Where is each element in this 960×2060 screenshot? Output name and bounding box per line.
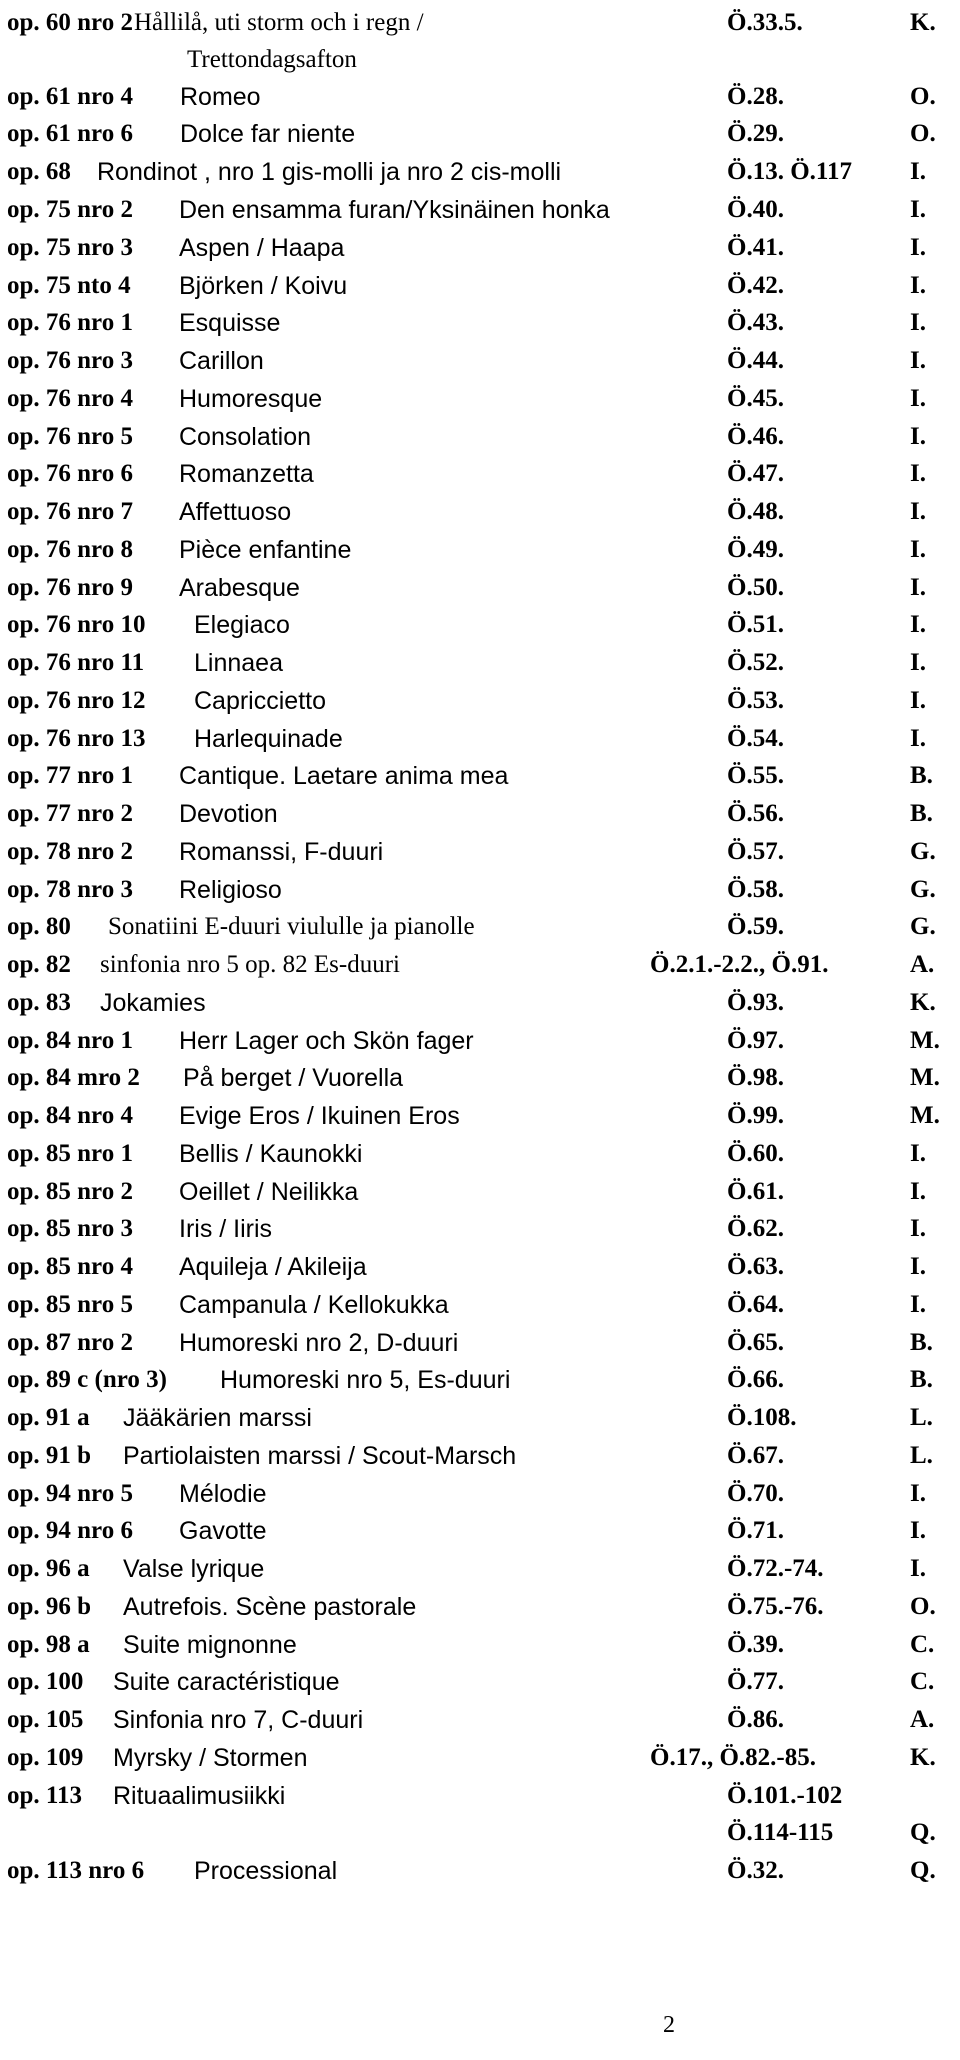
list-item [0,1174,960,1210]
category-code: I. [910,1178,926,1205]
catalogue-ref: Ö.47. [727,460,784,487]
catalogue-ref: Ö.51. [727,611,784,638]
work-title: Iris / Iiris [179,1215,273,1243]
opus-number: op. 78 nro 3 [7,876,133,903]
opus-number: op. 68 [7,158,71,185]
category-code: I. [910,234,926,261]
opus-number: op. 85 nro 3 [7,1215,133,1242]
work-title: Gavotte [179,1517,267,1545]
page-number: 2 [663,2012,675,2038]
work-title: Aspen / Haapa [179,234,345,262]
category-code: I. [910,1517,926,1544]
category-code: I. [910,423,926,450]
opus-number: op. 89 c (nro 3) [7,1366,167,1393]
category-code: I. [910,498,926,525]
opus-number: op. 60 nro 2 [7,9,133,36]
list-item [0,1853,960,1889]
catalogue-ref: Ö.58. [727,876,784,903]
category-code: G. [910,876,936,903]
list-item [0,1702,960,1738]
list-item [0,645,960,681]
opus-number: op. 85 nro 1 [7,1140,133,1167]
work-title: Processional [194,1857,338,1885]
work-title: Hållilå, uti storm och i regn / [134,9,424,36]
catalogue-ref: Ö.86. [727,1706,784,1733]
catalogue-ref: Ö.43. [727,309,784,336]
category-code: B. [910,1329,933,1356]
list-item [0,1136,960,1172]
category-code: B. [910,800,933,827]
list-item [0,456,960,492]
work-title: Elegiaco [194,611,290,639]
work-title: Mélodie [179,1480,267,1508]
opus-number: op. 91 b [7,1442,92,1469]
list-item [0,381,960,417]
list-item [0,1740,960,1776]
work-title: Carillon [179,347,264,375]
work-title: Religioso [179,876,282,904]
opus-number: op. 77 nro 1 [7,762,133,789]
opus-number: op. 82 [7,951,71,978]
list-item [0,1589,960,1625]
category-code: I. [910,687,926,714]
work-title: Rituaalimusiikki [113,1782,286,1810]
list-item [0,1476,960,1512]
list-item [0,909,960,945]
category-code: I. [910,1555,926,1582]
list-item [0,570,960,606]
opus-number: op. 85 nro 4 [7,1253,133,1280]
catalogue-ref: Ö.72.-74. [727,1555,824,1582]
catalogue-ref: Ö.32. [727,1857,784,1884]
list-item [0,116,960,152]
category-code: O. [910,1593,936,1620]
work-title: Linnaea [194,649,283,677]
opus-number: op. 113 nro 6 [7,1857,145,1884]
work-title: Dolce far niente [180,120,356,148]
work-title: Humoresque [179,385,323,413]
catalogue-ref: Ö.50. [727,574,784,601]
opus-number: op. 84 mro 2 [7,1064,140,1091]
list-item [0,758,960,794]
opus-number: op. 76 nro 1 [7,309,133,336]
catalogue-ref: Ö.66. [727,1366,784,1393]
work-title: Jääkärien marssi [123,1404,312,1432]
list-item [0,872,960,908]
list-item [0,1778,960,1814]
opus-number: op. 76 nro 9 [7,574,133,601]
catalogue-ref: Ö.52. [727,649,784,676]
work-title: Humoreski nro 5, Es-duuri [220,1366,511,1394]
list-item [0,79,960,115]
work-title: Bellis / Kaunokki [179,1140,363,1168]
list-item [0,796,960,832]
list-item [0,305,960,341]
opus-number: op. 76 nro 6 [7,460,133,487]
catalogue-ref-continuation: Ö.114-115 [727,1819,834,1846]
work-title-continuation: Trettondagsafton [187,46,357,73]
work-title: Romanzetta [179,460,314,488]
catalogue-ref: Ö.63. [727,1253,784,1280]
work-title: Consolation [179,423,312,451]
list-item [0,1438,960,1474]
category-code: I. [910,158,926,185]
list-item [0,683,960,719]
catalogue-ref: Ö.33.5. [727,9,803,36]
list-item [0,607,960,643]
list-item [0,154,960,190]
work-title: Aquileja / Akileija [179,1253,367,1281]
opus-number: op. 113 [7,1782,83,1809]
category-code: M. [910,1102,940,1129]
category-code: Q. [910,1857,936,1884]
list-item [0,834,960,870]
category-code: K. [910,989,936,1016]
work-title: Harlequinade [194,725,343,753]
opus-number: op. 76 nro 4 [7,385,133,412]
category-code: I. [910,1215,926,1242]
category-code: I. [910,574,926,601]
work-title: Romeo [180,83,261,111]
list-item [0,721,960,757]
category-code: I. [910,272,926,299]
category-code: M. [910,1064,940,1091]
opus-number: op. 96 a [7,1555,90,1582]
catalogue-ref: Ö.108. [727,1404,797,1431]
opus-number: op. 84 nro 4 [7,1102,133,1129]
catalogue-ref: Ö.45. [727,385,784,412]
list-item [0,1023,960,1059]
work-title: Campanula / Kellokukka [179,1291,449,1319]
list-item [0,268,960,304]
catalogue-ref: Ö.55. [727,762,784,789]
category-code: C. [910,1668,935,1695]
catalogue-ref: Ö.62. [727,1215,784,1242]
catalogue-ref: Ö.64. [727,1291,784,1318]
catalogue-ref: Ö.13. Ö.117 [727,158,853,185]
category-code: I. [910,196,926,223]
work-title: Esquisse [179,309,281,337]
catalogue-ref: Ö.97. [727,1027,784,1054]
work-title: Jokamies [100,989,206,1017]
category-code: B. [910,1366,933,1393]
list-item [0,1664,960,1700]
opus-number: op. 75 nro 3 [7,234,133,261]
catalogue-ref: Ö.53. [727,687,784,714]
work-title: Valse lyrique [123,1555,265,1583]
category-code: C. [910,1631,935,1658]
category-code: O. [910,120,936,147]
category-code: Q. [910,1819,936,1846]
category-code: K. [910,9,936,36]
catalogue-ref: Ö.75.-76. [727,1593,824,1620]
catalogue-ref: Ö.46. [727,423,784,450]
list-item [0,1211,960,1247]
list-item [0,1400,960,1436]
work-title: Oeillet / Neilikka [179,1178,359,1206]
list-item [0,985,960,1021]
work-title: Partiolaisten marssi / Scout-Marsch [123,1442,517,1470]
work-title: Suite caractéristique [113,1668,340,1696]
catalogue-ref: Ö.17., Ö.82.-85. [650,1744,816,1771]
category-code: B. [910,762,933,789]
opus-number: op. 76 nro 5 [7,423,133,450]
catalogue-ref: Ö.39. [727,1631,784,1658]
catalogue-ref: Ö.54. [727,725,784,752]
opus-number: op. 76 nro 11 [7,649,145,676]
opus-number: op. 75 nto 4 [7,272,131,299]
work-title: Cantique. Laetare anima mea [179,762,509,790]
catalogue-ref: Ö.29. [727,120,784,147]
catalogue-ref: Ö.77. [727,1668,784,1695]
work-title: Björken / Koivu [179,272,348,300]
opus-number: op. 76 nro 12 [7,687,146,714]
category-code: L. [910,1442,933,1469]
opus-number: op. 75 nro 2 [7,196,133,223]
category-code: I. [910,649,926,676]
work-title: Arabesque [179,574,300,602]
opus-number: op. 85 nro 2 [7,1178,133,1205]
list-item [0,532,960,568]
list-item [0,192,960,228]
opus-number: op. 94 nro 5 [7,1480,133,1507]
category-code: G. [910,913,936,940]
catalogue-ref: Ö.70. [727,1480,784,1507]
opus-number: op. 76 nro 3 [7,347,133,374]
opus-number: op. 61 nro 6 [7,120,133,147]
work-title: Pièce enfantine [179,536,352,564]
category-code: I. [910,611,926,638]
category-code: I. [910,1140,926,1167]
opus-number: op. 87 nro 2 [7,1329,133,1356]
work-title: Herr Lager och Skön fager [179,1027,474,1055]
category-code: I. [910,536,926,563]
opus-number: op. 96 b [7,1593,92,1620]
opus-number: op. 76 nro 10 [7,611,146,638]
catalogue-ref: Ö.41. [727,234,784,261]
catalogue-ref: Ö.59. [727,913,784,940]
opus-number: op. 91 a [7,1404,90,1431]
list-item [0,1060,960,1096]
list-item [0,230,960,266]
catalogue-ref: Ö.57. [727,838,784,865]
category-code: I. [910,309,926,336]
opus-number: op. 84 nro 1 [7,1027,133,1054]
work-title: Rondinot , nro 1 gis-molli ja nro 2 cis-molli [97,158,562,186]
catalogue-ref: Ö.56. [727,800,784,827]
work-title: sinfonia nro 5 op. 82 Es-duuri [100,951,400,978]
work-title: Sonatiini E-duuri viululle ja pianolle [108,913,475,940]
list-item [0,1325,960,1361]
category-code: M. [910,1027,940,1054]
work-title: På berget / Vuorella [183,1064,404,1092]
work-title: Myrsky / Stormen [113,1744,308,1772]
catalogue-ref: Ö.49. [727,536,784,563]
category-code: O. [910,83,936,110]
opus-number: op. 76 nro 8 [7,536,133,563]
opus-number: op. 109 [7,1744,84,1771]
category-code: I. [910,725,926,752]
work-title: Affettuoso [179,498,292,526]
catalogue-ref: Ö.48. [727,498,784,525]
list-item [0,1098,960,1134]
opus-number: op. 100 [7,1668,84,1695]
opus-number: op. 76 nro 13 [7,725,146,752]
catalogue-ref: Ö.99. [727,1102,784,1129]
list-item [0,1551,960,1587]
work-title: Romanssi, F-duuri [179,838,384,866]
category-code: K. [910,1744,936,1771]
opus-number: op. 85 nro 5 [7,1291,133,1318]
category-code: I. [910,1253,926,1280]
category-code: I. [910,1480,926,1507]
opus-number: op. 98 a [7,1631,90,1658]
work-title: Suite mignonne [123,1631,297,1659]
category-code: I. [910,385,926,412]
catalogue-ref: Ö.93. [727,989,784,1016]
opus-number: op. 105 [7,1706,84,1733]
work-title: Den ensamma furan/Yksinäinen honka [179,196,610,224]
list-item [0,947,960,983]
opus-number: op. 83 [7,989,71,1016]
list-item-continuation [0,1815,960,1851]
category-code: A. [910,1706,935,1733]
catalogue-ref: Ö.67. [727,1442,784,1469]
opus-number: op. 80 [7,913,71,940]
list-item-continuation [0,42,960,78]
catalogue-ref: Ö.60. [727,1140,784,1167]
work-title: Devotion [179,800,278,828]
list-item [0,494,960,530]
catalogue-ref: Ö.42. [727,272,784,299]
category-code: I. [910,1291,926,1318]
catalogue-ref: Ö.98. [727,1064,784,1091]
work-title: Evige Eros / Ikuinen Eros [179,1102,460,1130]
work-title: Humoreski nro 2, D-duuri [179,1329,459,1357]
catalogue-ref: Ö.65. [727,1329,784,1356]
catalogue-ref: Ö.61. [727,1178,784,1205]
catalogue-ref: Ö.40. [727,196,784,223]
category-code: I. [910,347,926,374]
opus-number: op. 76 nro 7 [7,498,133,525]
work-title: Capriccietto [194,687,326,715]
list-item [0,1249,960,1285]
category-code: L. [910,1404,933,1431]
catalogue-ref: Ö.101.-102 [727,1782,843,1809]
list-item [0,343,960,379]
catalogue-ref: Ö.44. [727,347,784,374]
list-item [0,419,960,455]
category-code: G. [910,838,936,865]
catalogue-ref: Ö.2.1.-2.2., Ö.91. [650,951,829,978]
list-item [0,1627,960,1663]
list-item [0,1362,960,1398]
work-title: Autrefois. Scène pastorale [123,1593,417,1621]
list-item [0,5,960,41]
opus-number: op. 78 nro 2 [7,838,133,865]
category-code: I. [910,460,926,487]
opus-number: op. 77 nro 2 [7,800,133,827]
work-title: Sinfonia nro 7, C-duuri [113,1706,364,1734]
list-item [0,1513,960,1549]
catalogue-ref: Ö.28. [727,83,784,110]
category-code: A. [910,951,935,978]
opus-number: op. 94 nro 6 [7,1517,133,1544]
opus-number: op. 61 nro 4 [7,83,133,110]
list-item [0,1287,960,1323]
catalogue-ref: Ö.71. [727,1517,784,1544]
